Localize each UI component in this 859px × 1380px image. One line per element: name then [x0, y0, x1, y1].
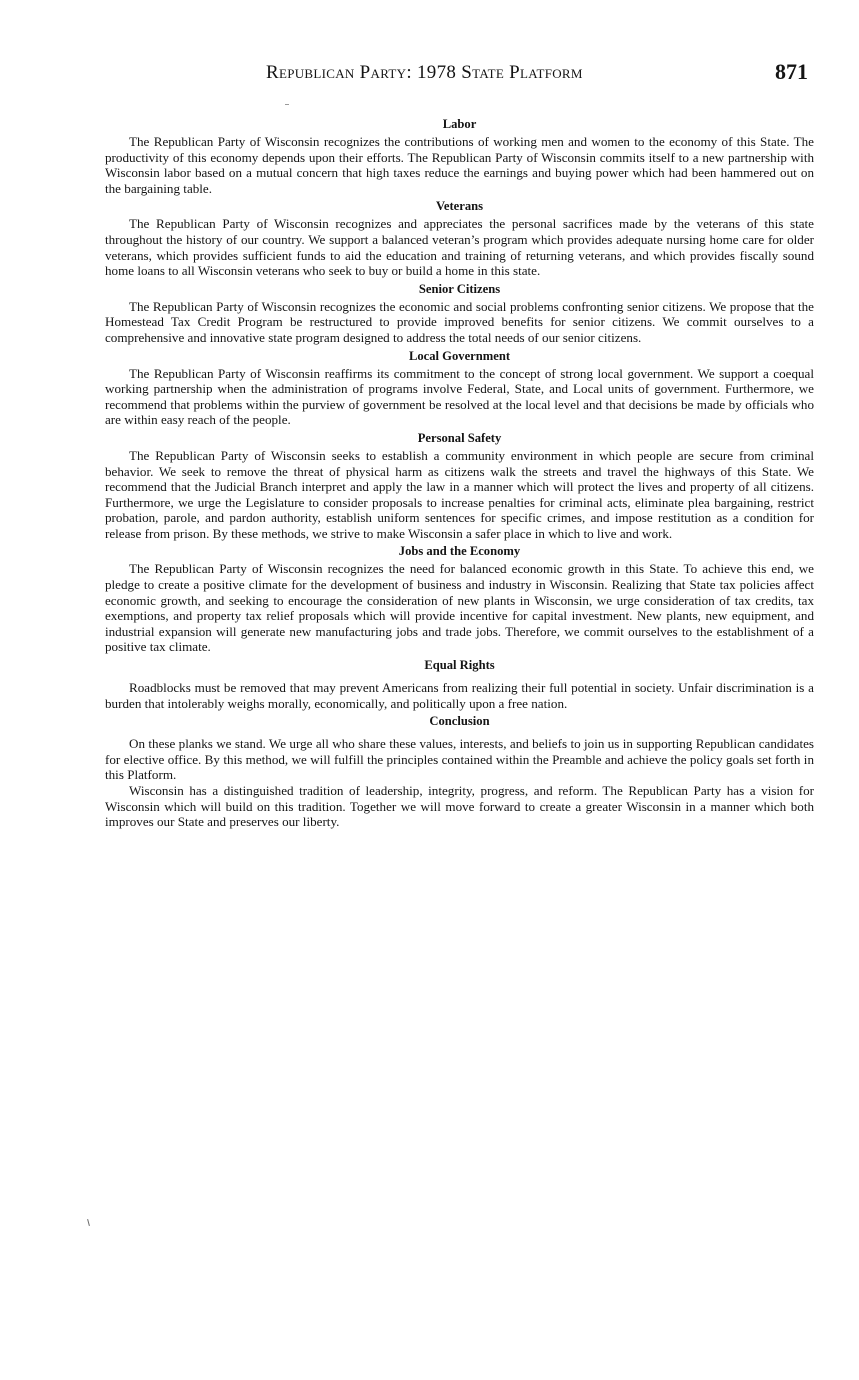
section-paragraph: On these planks we stand. We urge all who share these values, interests, and beliefs to join us in supporting Republican candidates for elective office. By this method, we will fulfill the principles contained within the Preamble and achieve the policy goals set forth in this Platform. [105, 736, 814, 783]
section-labor [105, 117, 814, 196]
section-paragraph: Roadblocks must be removed that may prevent Americans from realizing their full potential in society. Unfair discrimination is a burden that intolerably weighs morally, economically, and politically upon a free nation. [105, 680, 814, 711]
platform-body [105, 117, 814, 830]
running-title [266, 62, 583, 84]
section-heading: Labor [442, 117, 477, 131]
section-senior-citizens [105, 282, 814, 346]
section-conclusion [105, 714, 814, 830]
section-paragraph: The Republican Party of Wisconsin recognizes the economic and social problems confronting senior citizens. We propose that the Homestead Tax Credit Program be restructured to provide improved benefits for senior citizens. We commit ourselves to a comprehensive and innovative state program designed to address the total needs of our senior citizens. [105, 298, 814, 345]
section-paragraph: The Republican Party of Wisconsin recognizes the contributions of working men and women to the economy of this State. The productivity of this economy depends upon their efforts. The Republican Party of Wisconsin commits itself to a new partnership with Wisconsin labor based on a mutual concern that high taxes reduce the earnings and buying power which had been hammered out on the bargaining table. [105, 134, 814, 196]
section-paragraph: The Republican Party of Wisconsin recognizes the need for balanced economic growth in this State. To achieve this end, we pledge to create a positive climate for the development of business and industry in Wisconsin. Realizing that State tax policies affect economic growth, and seeking to encourage the consideration of new plants in Wisconsin, we urge consideration of tax credits, tax exemptions, and property tax relief proposals which will provide incentive for capital investment. New plants, new equipment, and industrial expansion will generate new manufacturing jobs and trade jobs. Therefore, we commit ourselves to the establishment of a positive tax climate. [105, 561, 814, 655]
section-paragraph: Wisconsin has a distinguished tradition of leadership, integrity, progress, and reform. The Republican Party has a vision for Wisconsin which will build on this tradition. Together we will move forward to create a greater Wisconsin in a manner which both improves our State and preserves our liberty. [105, 783, 814, 830]
scan-mark [87, 1219, 90, 1226]
running-title-year: 1978 [417, 62, 457, 83]
scan-speck [285, 104, 289, 105]
section-heading: Local Government [408, 348, 511, 363]
section-heading: Equal Rights [424, 658, 495, 673]
section-paragraph: The Republican Party of Wisconsin reaffirms its commitment to the concept of strong local government. We support a coequal working partnership when the administration of programs involve Federal, State, and Local units of government. Furthermore, we recommend that problems within the purview of government be resolved at the local level and that decisions be made by officials who are within easy reach of the people. [105, 365, 814, 428]
section-equal-rights [105, 658, 814, 711]
running-title-party: Republican Party: [266, 62, 412, 83]
section-heading: Conclusion [429, 714, 490, 729]
section-heading: Jobs and the Economy [398, 544, 521, 559]
running-title-platform: State Platform [461, 62, 583, 83]
page-header [0, 59, 859, 92]
section-paragraph: The Republican Party of Wisconsin recognizes and appreciates the personal sacrifices made by the veterans of this state throughout the history of our country. We support a balanced veteran’s program which provides adequate nursing home care for older veterans, which provides sufficient funds to aid the education and training of returning veterans, and which provides fiscally sound home loans to all Wisconsin veterans who seek to buy or build a home in this state. [105, 216, 814, 279]
section-local-government [105, 349, 814, 428]
section-veterans [105, 199, 814, 278]
section-heading: Veterans [435, 199, 484, 214]
section-jobs-economy [105, 544, 814, 655]
section-paragraph: The Republican Party of Wisconsin seeks to establish a community environment in which people are secure from criminal behavior. We seek to remove the threat of physical harm as citizens walk the streets and travel the highways of this State. We recommend that the Judicial Branch interpret and apply the law in a manner which will protect the lives and property of all citizens. Furthermore, we urge the Legislature to consider proposals to increase penalties for criminal acts, eliminate plea bargaining, restrict probation, parole, and pardon authority, establish uniform sentences for specific crimes, and impose restitution as a condition for release from prison. By these methods, we strive to make Wisconsin a safer place in which to live and work. [105, 447, 814, 541]
section-heading: Senior Citizens [418, 281, 501, 296]
section-heading: Personal Safety [417, 430, 502, 445]
page-number: 871 [775, 59, 808, 84]
section-personal-safety [105, 431, 814, 542]
